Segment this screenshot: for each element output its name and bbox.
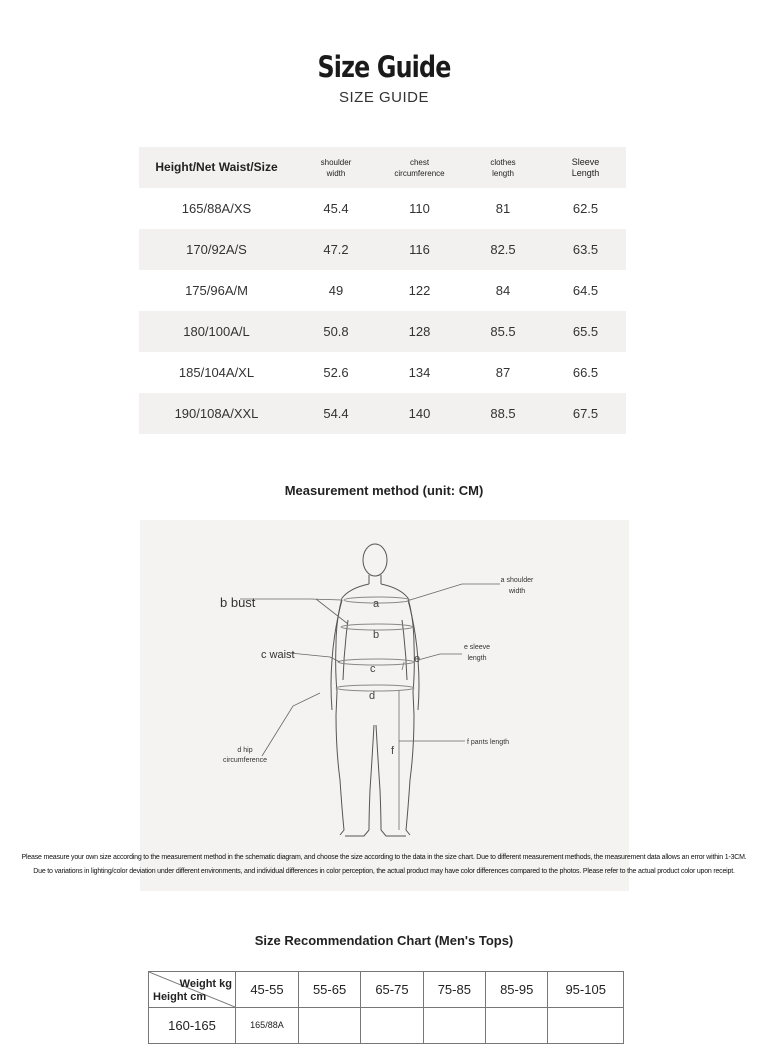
recommendation-heading: Size Recommendation Chart (Men's Tops) [254,933,514,948]
size-cell: 165/88A [236,1008,299,1044]
measurement-note-1: Please measure your own size according to the measurement method in the schematic diagram, and choose the size according to the data in the size chart. Due to different measurement methods, the measurement data allows an error within 1-3CM. [21,854,747,861]
measurement-note-2: Due to variations in lighting/color deviation under different environments, and individual differences in color perception, the actual product may have color differences compared to the photos. Please refer to the actual product color upon receipt. [33,868,735,875]
weight-header: 65-75 [361,972,423,1008]
size-table [139,147,626,434]
table-cell: 170/92A/S [139,229,294,270]
letter-d: d [369,690,376,702]
col-header-shoulder [294,147,378,188]
table-row [139,188,626,229]
table-row [139,352,626,393]
table-cell: 54.4 [294,393,378,434]
size-table-header [139,147,626,188]
col-header-line: Sleeve [571,156,600,167]
label-bust: b bust [220,595,256,610]
page-title: Size Guide [317,50,451,84]
weight-header: 95-105 [548,972,624,1008]
measurement-heading: Measurement method (unit: CM) [284,483,484,498]
table-cell: 65.5 [545,311,626,352]
table-row [149,972,624,1008]
table-cell: 50.8 [294,311,378,352]
weight-header: 85-95 [486,972,548,1008]
letter-a: a [373,598,380,610]
table-row [139,229,626,270]
table-cell: 116 [378,229,461,270]
size-cell [298,1008,360,1044]
body-figure-illustration [140,520,629,891]
size-cell [423,1008,485,1044]
table-cell: 45.4 [323,201,349,216]
table-cell: 175/96A/M [185,283,248,298]
table-row [149,1008,624,1044]
table-cell: 82.5 [461,229,545,270]
label-pants-length: f pants length [467,739,510,746]
table-cell: 122 [408,283,431,298]
table-cell: 185/104A/XL [178,365,255,380]
table-cell: 66.5 [572,365,599,380]
table-row [139,270,626,311]
letter-c: c [370,663,376,675]
label-hip-2: circumference [223,757,267,764]
table-cell: 67.5 [545,393,626,434]
col-header-chest [378,147,461,188]
corner-header [149,972,236,1008]
col-header-size: Height/Net Waist/Size [139,147,294,188]
height-cell: 160-165 [149,1008,236,1044]
weight-header: 75-85 [423,972,485,1008]
table-cell: 84 [495,283,511,298]
measurement-diagram [140,520,629,891]
table-cell: 128 [378,311,461,352]
col-header-line: clothes [490,157,516,167]
col-header-line: chest [409,157,430,167]
size-cell [486,1008,548,1044]
col-header-line: Length [571,167,600,178]
label-sleeve-2: length [467,655,487,662]
recommendation-table [148,971,624,1044]
table-cell: 110 [409,201,430,216]
table-row [139,393,626,434]
label-sleeve-1: e sleeve [463,644,491,651]
label-shoulder-2: width [508,588,526,595]
size-cell [548,1008,624,1044]
table-cell: 87 [495,365,511,380]
label-hip-1: d hip [237,747,253,754]
table-cell: 140 [378,393,461,434]
table-cell: 49 [328,283,344,298]
col-header-sleeve [545,147,626,188]
table-cell: 165/88A/XS [181,201,252,216]
table-cell: 88.5 [461,393,545,434]
label-shoulder-1: a shoulder [500,577,534,584]
table-cell: 81 [495,201,511,216]
weight-header: 55-65 [298,972,360,1008]
table-cell: 63.5 [545,229,626,270]
table-cell: 134 [408,365,431,380]
table-cell: 47.2 [294,229,378,270]
col-header-line: shoulder [320,157,352,167]
table-row [139,311,626,352]
label-waist: c waist [261,649,295,661]
col-header-length [461,147,545,188]
col-header-line: circumference [394,168,445,178]
page-subtitle: SIZE GUIDE [338,89,429,106]
height-label: Height cm [153,991,207,1003]
table-cell: 190/108A/XXL [139,393,294,434]
size-cell [361,1008,423,1044]
table-cell: 85.5 [461,311,545,352]
letter-f: f [391,745,395,757]
table-cell: 180/100A/L [139,311,294,352]
table-cell: 64.5 [572,283,599,298]
letter-e: e [414,653,421,665]
table-cell: 62.5 [572,201,599,216]
letter-b: b [373,629,380,641]
weight-label: Weight kg [179,978,232,990]
weight-header: 45-55 [236,972,299,1008]
col-header-line: length [492,168,514,178]
col-header-line: width [326,168,346,178]
table-cell: 52.6 [323,365,349,380]
